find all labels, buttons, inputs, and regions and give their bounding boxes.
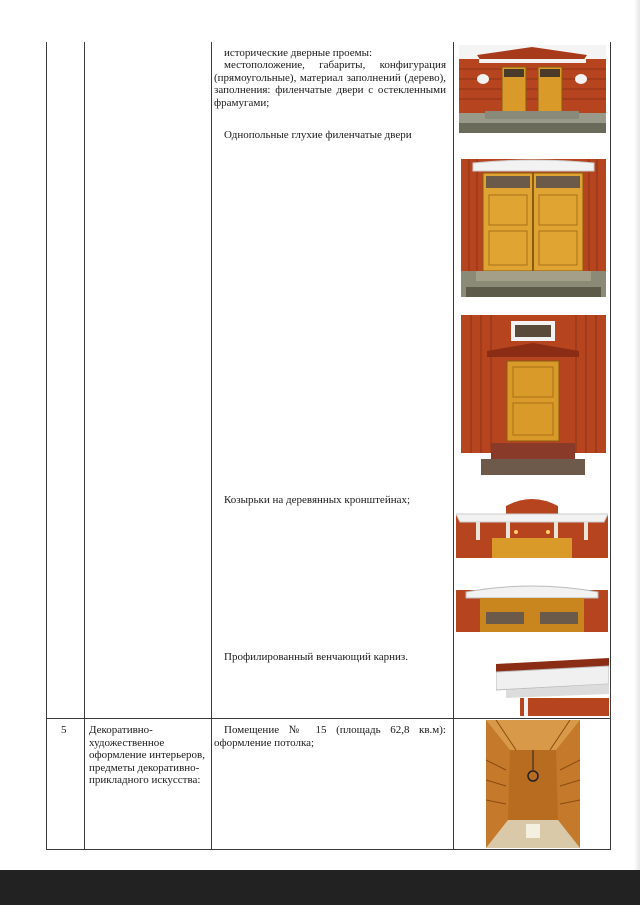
- photo-canopy-brackets: [456, 496, 608, 558]
- heritage-table: [46, 42, 611, 850]
- doorways-description: местоположение, габариты, конфигурация (прямоугольные), материал заполнений (дерево), заполнения: филенчатые двери с остекленными фрамугами;: [214, 59, 446, 109]
- column-divider-3: [453, 42, 454, 850]
- single-doors-label: Однопольные глухие филенчатые двери: [224, 129, 412, 141]
- photo-facade-doors: [459, 45, 606, 133]
- canopies-label: Козырьки на деревянных кронштейнах;: [224, 494, 411, 506]
- column-divider-2: [211, 42, 212, 850]
- row-divider: [46, 718, 611, 719]
- scan-bottom-bar: [0, 870, 640, 905]
- row-number: 5: [61, 724, 67, 736]
- column-divider-1: [84, 42, 85, 850]
- table-border-bottom: [46, 849, 611, 850]
- row-description: Помещение № 15 (площадь 62,8 кв.м): оформление потолка;: [214, 724, 446, 749]
- scan-edge: [634, 0, 640, 870]
- table-border-right: [610, 42, 611, 850]
- doorways-heading: исторические дверные проемы:: [224, 47, 373, 59]
- photo-cornice: [496, 654, 609, 716]
- table-border-left: [46, 42, 47, 850]
- row-category: Декоративно-художественное оформление интерьеров, предметы декоративно-прикладного искусства:: [89, 724, 206, 786]
- photo-canopy-windows: [456, 582, 608, 632]
- photo-ceiling: [486, 720, 580, 848]
- photo-single-door: [461, 315, 606, 475]
- photo-double-door: [461, 159, 606, 297]
- cornice-label: Профилированный венчающий карниз.: [224, 651, 409, 663]
